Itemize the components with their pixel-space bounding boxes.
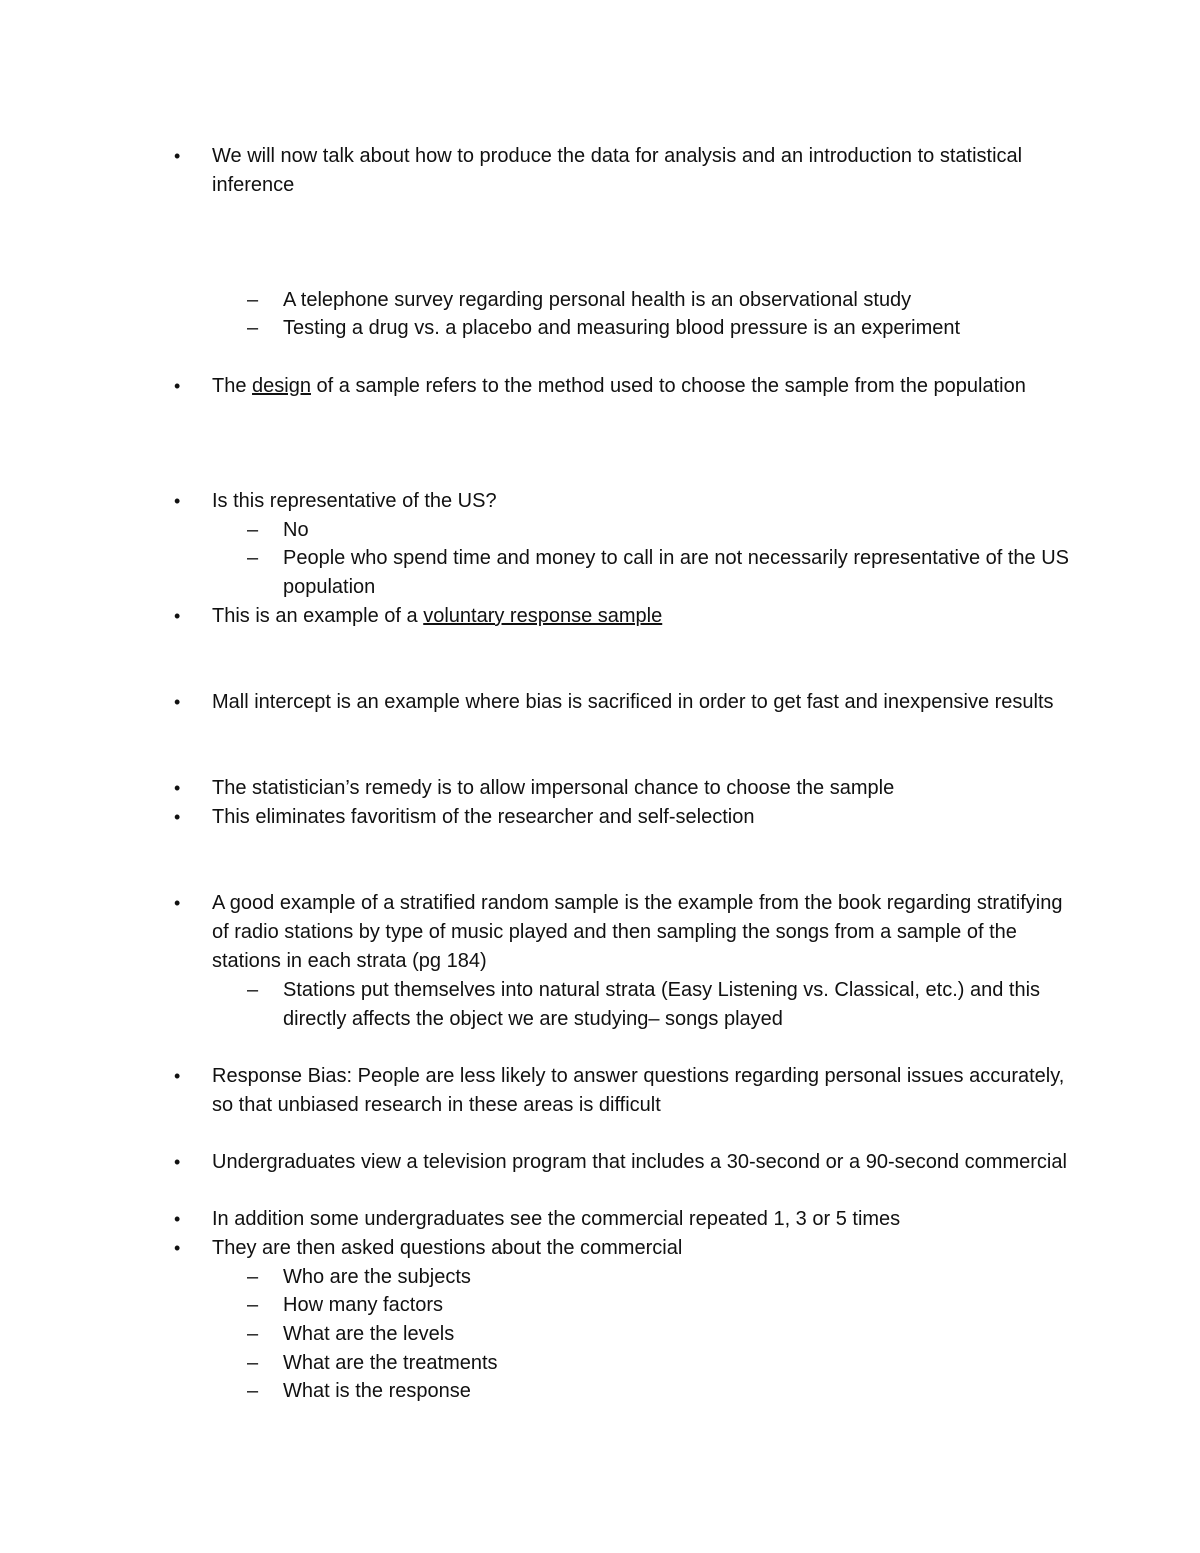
bullet-item (174, 1062, 1072, 1120)
item-text: Stations put themselves into natural strata (Easy Listening vs. Classical, etc.) and this directly affects the object we are studying– songs played (283, 979, 1041, 1030)
bullet-marker: • (174, 1238, 181, 1258)
bullet-item (174, 372, 1072, 401)
item-text: No (283, 519, 309, 541)
bullet-item (174, 487, 1072, 516)
bullet-marker: • (174, 778, 181, 798)
bullet-item (174, 1205, 1072, 1234)
item-text-before: The (212, 375, 253, 397)
item-text: How many factors (283, 1294, 444, 1316)
item-text-before: This is an example of a (212, 605, 424, 627)
sub-bullet-item (247, 516, 1083, 545)
item-text: A telephone survey regarding personal health is an observational study (283, 289, 912, 311)
item-text: They are then asked questions about the commercial (212, 1237, 683, 1259)
dash-marker: – (247, 1266, 259, 1288)
bullet-item (174, 803, 1072, 832)
item-text: What are the treatments (283, 1352, 498, 1374)
dash-marker: – (247, 1294, 259, 1316)
item-text: Is this representative of the US? (212, 490, 497, 512)
bullet-marker: • (174, 893, 181, 913)
dash-marker: – (247, 317, 259, 339)
item-text: Mall intercept is an example where bias is sacrificed in order to get fast and inexpensive results (212, 691, 1054, 713)
dash-marker: – (247, 1380, 259, 1402)
sub-bullet-item (247, 1377, 1083, 1406)
sub-bullet-item (247, 1320, 1083, 1349)
dash-marker: – (247, 1352, 259, 1374)
bullet-item (174, 889, 1072, 976)
dash-marker: – (247, 519, 259, 541)
bullet-item (174, 142, 1072, 200)
sub-bullet-item (247, 976, 1083, 1034)
item-text: This eliminates favoritism of the researcher and self-selection (212, 806, 755, 828)
sub-bullet-item (247, 1349, 1083, 1378)
dash-marker: – (247, 979, 259, 1001)
bullet-item (174, 688, 1072, 717)
item-text: Response Bias: People are less likely to answer questions regarding personal issues accurately, so that unbiased research in these areas is difficult (212, 1065, 1065, 1116)
bullet-marker: • (174, 376, 181, 396)
bullet-marker: • (174, 606, 181, 626)
item-text: Undergraduates view a television program that includes a 30-second or a 90-second commercial (212, 1151, 1067, 1173)
bullet-marker: • (174, 1066, 181, 1086)
bullet-marker: • (174, 1209, 181, 1229)
underlined-term: voluntary response sample (423, 605, 663, 627)
sub-bullet-item (247, 1263, 1083, 1292)
bullet-marker: • (174, 807, 181, 827)
bullet-marker: • (174, 692, 181, 712)
bullet-marker: • (174, 1152, 181, 1172)
item-text: A good example of a stratified random sample is the example from the book regarding stratifying of radio stations by type of music played and then sampling the songs from a sample of the stations in each strata (pg 184) (212, 892, 1063, 972)
sub-bullet-item (247, 314, 1083, 343)
bullet-marker: • (174, 491, 181, 511)
dash-marker: – (247, 547, 259, 569)
item-text: What are the levels (283, 1323, 455, 1345)
sub-bullet-item (247, 544, 1083, 602)
item-text: What is the response (283, 1380, 471, 1402)
sub-bullet-item (247, 1291, 1083, 1320)
item-text: Testing a drug vs. a placebo and measuring blood pressure is an experiment (283, 317, 961, 339)
sub-bullet-item (247, 286, 1083, 315)
bullet-marker: • (174, 146, 181, 166)
bullet-item (174, 602, 1072, 631)
item-text: Who are the subjects (283, 1266, 471, 1288)
bullet-item (174, 774, 1072, 803)
item-text-after: of a sample refers to the method used to choose the sample from the population (310, 375, 1026, 397)
item-text: People who spend time and money to call in are not necessarily representative of the US population (283, 547, 1069, 598)
bullet-item (174, 1234, 1072, 1263)
dash-marker: – (247, 1323, 259, 1345)
item-text: The statistician’s remedy is to allow impersonal chance to choose the sample (212, 777, 895, 799)
bullet-item (174, 1148, 1072, 1177)
item-text: We will now talk about how to produce the data for analysis and an introduction to statistical inference (212, 145, 1023, 196)
item-text: In addition some undergraduates see the commercial repeated 1, 3 or 5 times (212, 1208, 901, 1230)
underlined-term: design (252, 375, 311, 397)
dash-marker: – (247, 289, 259, 311)
